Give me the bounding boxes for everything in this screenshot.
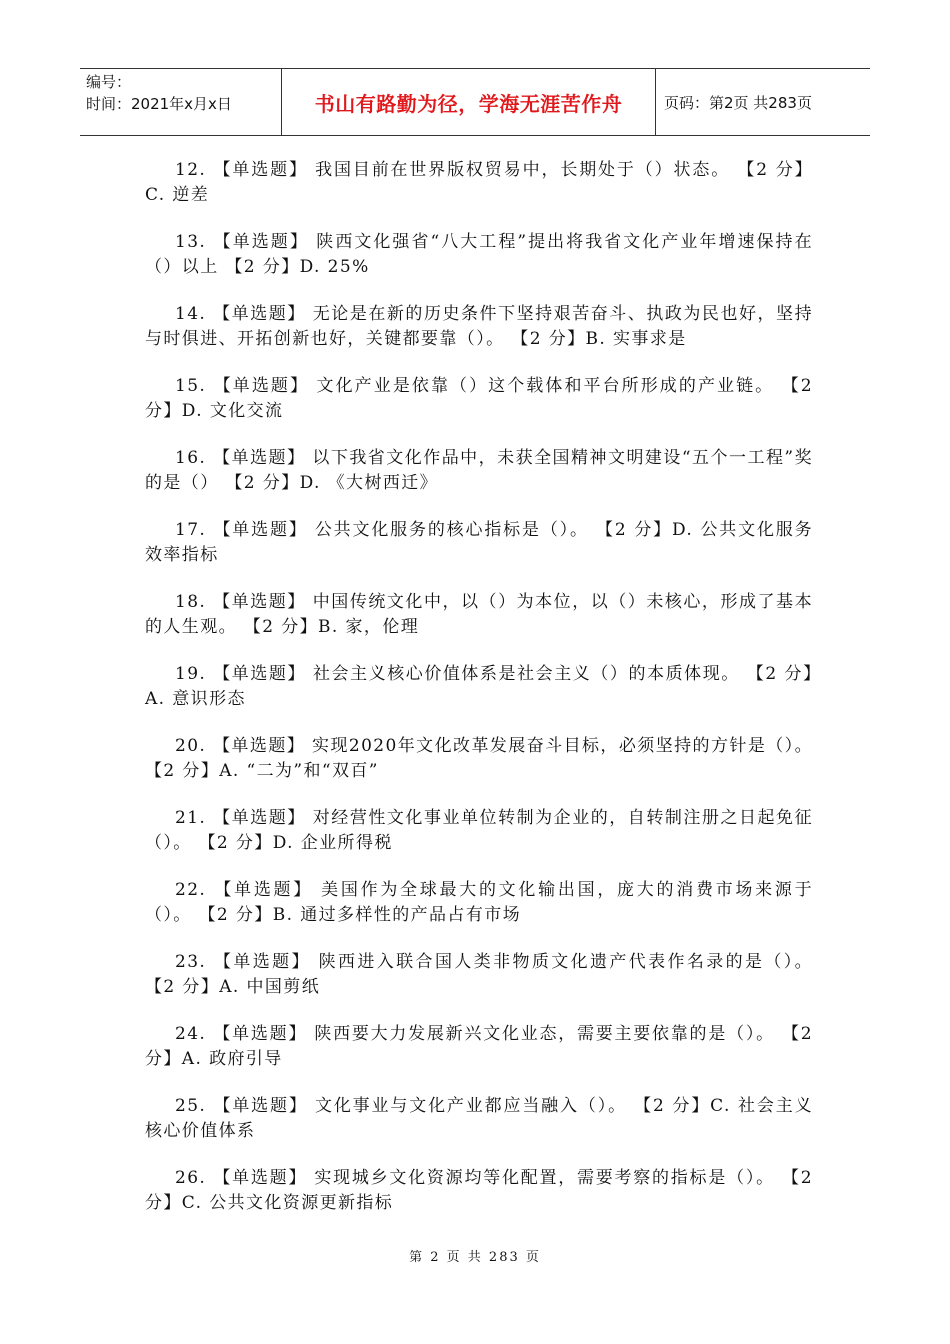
question-item bbox=[145, 518, 813, 568]
question-item bbox=[145, 806, 813, 856]
question-item bbox=[145, 590, 813, 640]
question-item bbox=[145, 302, 813, 352]
question-text: 17. 【单选题】 公共文化服务的核心指标是（）。 【2 分】D. 公共文化服务效率指标 bbox=[145, 520, 813, 565]
question-item bbox=[145, 374, 813, 424]
question-text: 18. 【单选题】 中国传统文化中，以（）为本位，以（）未核心，形成了基本的人生观。 【2 分】B. 家，伦理 bbox=[145, 592, 813, 637]
question-text: 13. 【单选题】 陕西文化强省“八大工程”提出将我省文化产业年增速保持在（）以上 【2 分】D. 25% bbox=[145, 232, 813, 277]
question-text: 22. 【单选题】 美国作为全球最大的文化输出国，庞大的消费市场来源于（）。 【2 分】B. 通过多样性的产品占有市场 bbox=[145, 880, 813, 925]
question-text: 16. 【单选题】 以下我省文化作品中，未获全国精神文明建设“五个一工程”奖的是（） 【2 分】D. 《大树西迁》 bbox=[145, 448, 813, 493]
question-item bbox=[145, 878, 813, 928]
motto: 书山有路勤为径，学海无涯苦作舟 bbox=[314, 91, 623, 116]
question-text: 25. 【单选题】 文化事业与文化产业都应当融入（）。 【2 分】C. 社会主义核心价值体系 bbox=[145, 1096, 813, 1141]
question-item bbox=[145, 158, 813, 208]
question-item bbox=[145, 230, 813, 280]
question-text: 24. 【单选题】 陕西要大力发展新兴文化业态，需要主要依靠的是（）。 【2 分】A. 政府引导 bbox=[145, 1024, 813, 1069]
question-text: 12. 【单选题】 我国目前在世界版权贸易中，长期处于（）状态。 【2 分】C. 逆差 bbox=[145, 160, 813, 205]
question-item bbox=[145, 446, 813, 496]
question-text: 19. 【单选题】 社会主义核心价值体系是社会主义（）的本质体现。 【2 分】A. 意识形态 bbox=[145, 664, 813, 709]
footer-page-number: 第 2 页 共 283 页 bbox=[409, 1250, 541, 1265]
question-item bbox=[145, 662, 813, 712]
question-item bbox=[145, 1094, 813, 1144]
question-item bbox=[145, 950, 813, 1000]
date-label: 时间：2021年x月x日 bbox=[86, 95, 232, 113]
header-motto-cell bbox=[282, 69, 656, 135]
question-text: 23. 【单选题】 陕西进入联合国人类非物质文化遗产代表作名录的是（）。 【2 分】A. 中国剪纸 bbox=[145, 952, 813, 997]
header-meta bbox=[80, 69, 282, 135]
header-page-info-cell bbox=[656, 69, 870, 135]
question-list bbox=[145, 158, 813, 1238]
question-item bbox=[145, 1166, 813, 1216]
question-item bbox=[145, 1022, 813, 1072]
question-text: 21. 【单选题】 对经营性文化事业单位转制为企业的，自转制注册之日起免征（）。 【2 分】D. 企业所得税 bbox=[145, 808, 813, 853]
page-info: 页码：第2页 共283页 bbox=[664, 93, 812, 112]
question-text: 14. 【单选题】 无论是在新的历史条件下坚持艰苦奋斗、执政为民也好，坚持与时俱进、开拓创新也好，关键都要靠（）。 【2 分】B. 实事求是 bbox=[145, 304, 813, 349]
question-text: 20. 【单选题】 实现2020年文化改革发展奋斗目标，必须坚持的方针是（）。 【2 分】A. “二为”和“双百” bbox=[145, 736, 813, 781]
page-footer bbox=[0, 1246, 950, 1265]
page-header bbox=[80, 68, 870, 136]
question-item bbox=[145, 734, 813, 784]
number-label: 编号： bbox=[86, 73, 132, 91]
question-text: 26. 【单选题】 实现城乡文化资源均等化配置，需要考察的指标是（）。 【2 分】C. 公共文化资源更新指标 bbox=[145, 1168, 813, 1213]
question-text: 15. 【单选题】 文化产业是依靠（）这个载体和平台所形成的产业链。 【2 分】D. 文化交流 bbox=[145, 376, 813, 421]
